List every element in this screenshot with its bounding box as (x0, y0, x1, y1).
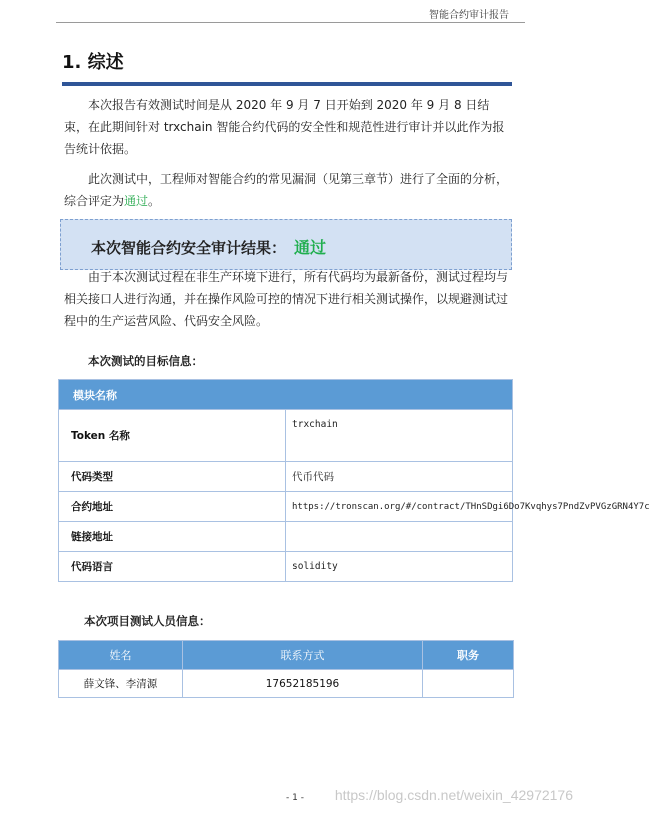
contact-column-header: 联系方式 (183, 641, 423, 670)
table-row (59, 462, 513, 492)
personnel-info-heading: 本次项目测试人员信息： (84, 614, 211, 628)
assessment-period: 。 (148, 194, 161, 208)
environment-paragraph: 由于本次测试过程在非生产环境下进行，所有代码均为最新备份，测试过程均与相关接口人进行沟通，并在操作风险可控的情况下进行相关测试操作，以规避测试过程中的生产运营风险、代码安全风险。 (64, 270, 509, 328)
table-row (59, 492, 513, 522)
target-info-heading: 本次测试的目标信息： (88, 354, 203, 368)
report-header-title: 智能合约审计报告 (429, 10, 509, 21)
token-name-value: trxchain (286, 410, 513, 462)
personnel-header-row (59, 641, 514, 670)
section-title-underline (62, 82, 512, 86)
contract-address-key: 合约地址 (59, 492, 286, 522)
audit-result-box (60, 219, 512, 270)
contract-address-value[interactable]: https://tronscan.org/#/contract/THnSDgi6Do7Kvqhys7PndZvPVGzGRN4Y7c (286, 492, 513, 522)
personnel-contact: 17652185196 (183, 670, 423, 698)
role-column-header: 职务 (423, 641, 514, 670)
table-row (59, 522, 513, 552)
name-column-header: 姓名 (59, 641, 183, 670)
audit-result-label: 本次智能合约安全审计结果： (91, 239, 287, 257)
table-row (59, 552, 513, 582)
target-info-header-row (59, 380, 513, 410)
token-name-key: Token 名称 (59, 410, 286, 462)
code-type-key: 代码类型 (59, 462, 286, 492)
assessment-pass-text: 通过 (124, 194, 149, 208)
personnel-name: 薛文锋、李清源 (59, 670, 183, 698)
code-language-key: 代码语言 (59, 552, 286, 582)
assessment-paragraph (64, 168, 512, 212)
personnel-info-table (58, 640, 514, 698)
header-divider (56, 22, 525, 23)
link-address-value (286, 522, 513, 552)
watermark-text: https://blog.csdn.net/weixin_42972176 (334, 787, 573, 803)
audit-result (91, 235, 326, 258)
code-language-value: solidity (286, 552, 513, 582)
audit-result-value: 通过 (294, 238, 327, 257)
code-type-value: 代币代码 (286, 462, 513, 492)
link-address-key: 链接地址 (59, 522, 286, 552)
personnel-role (423, 670, 514, 698)
target-info-table (58, 379, 650, 582)
module-name-header: 模块名称 (59, 380, 513, 410)
table-row (59, 670, 514, 698)
overview-paragraph: 本次报告有效测试时间是从 2020 年 9 月 7 日开始到 2020 年 9 月 8 日结束，在此期间针对 trxchain 智能合约代码的安全性和规范性进行审计并以此作为报告统计依据。 (64, 98, 505, 156)
section-title: 1. 综述 (62, 52, 124, 73)
page-number: - 1 - (286, 793, 304, 803)
table-row (59, 410, 513, 462)
assessment-text: 此次测试中，工程师对智能合约的常见漏洞（见第三章节）进行了全面的分析，综合评定为 (64, 172, 509, 208)
